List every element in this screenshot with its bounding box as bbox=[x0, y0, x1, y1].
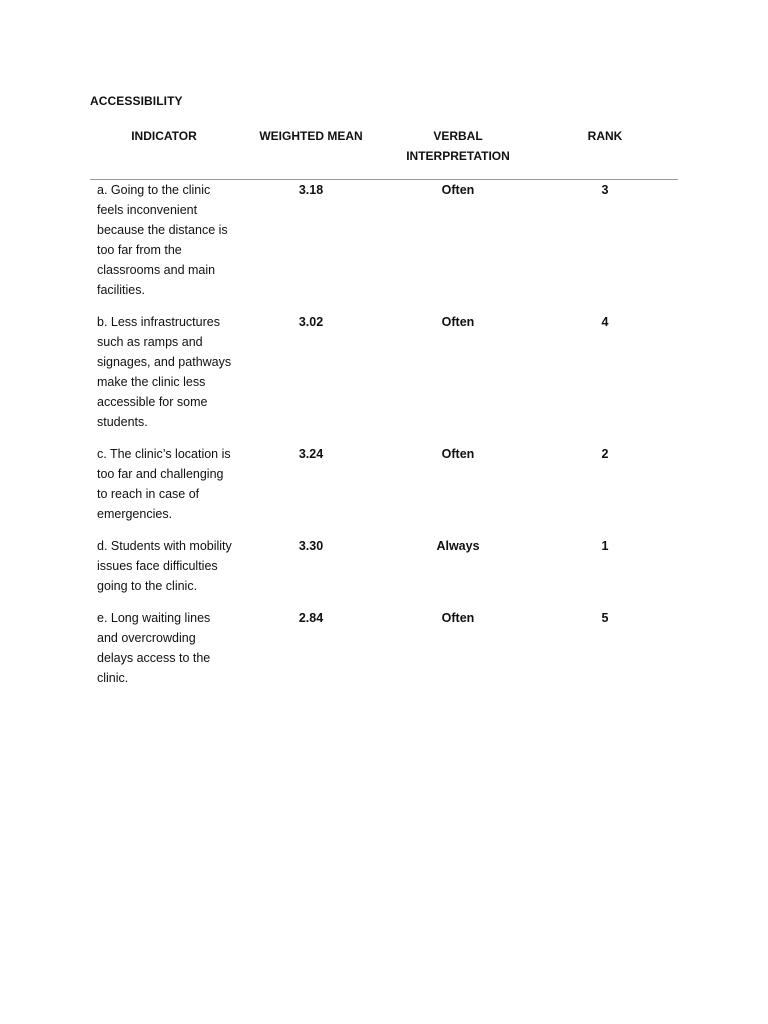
header-verbal-line2: INTERPRETATION bbox=[406, 149, 510, 163]
verbal-interpretation-cell: Often bbox=[441, 315, 475, 329]
verbal-interpretation-cell: Often bbox=[441, 611, 475, 625]
verbal-interpretation-cell: Often bbox=[441, 183, 475, 197]
verbal-interpretation-cell: Always bbox=[436, 539, 480, 553]
table-row bbox=[90, 536, 678, 608]
accessibility-table bbox=[90, 124, 678, 700]
weighted-mean-cell: 3.02 bbox=[298, 315, 324, 329]
rank-cell: 2 bbox=[601, 447, 609, 461]
weighted-mean-cell: 2.84 bbox=[298, 611, 324, 625]
header-weighted-mean: WEIGHTED MEAN bbox=[238, 124, 384, 180]
weighted-mean-cell: 3.30 bbox=[298, 539, 324, 553]
rank-cell: 5 bbox=[601, 611, 609, 625]
verbal-interpretation-cell: Often bbox=[441, 447, 475, 461]
table-row bbox=[90, 608, 678, 700]
rank-cell: 1 bbox=[601, 539, 609, 553]
header-verbal-interpretation bbox=[384, 124, 532, 180]
section-title: ACCESSIBILITY bbox=[90, 94, 183, 108]
indicator-cell: d. Students with mobility issues face difficulties going to the clinic. bbox=[97, 539, 232, 593]
rank-cell: 3 bbox=[601, 183, 609, 197]
table-row bbox=[90, 444, 678, 536]
header-rank: RANK bbox=[532, 124, 678, 180]
indicator-cell: e. Long waiting lines and overcrowding delays access to the clinic. bbox=[97, 611, 211, 685]
indicator-cell: b. Less infrastructures such as ramps and signages, and pathways make the clinic less accessible for some students. bbox=[97, 315, 232, 429]
table-row bbox=[90, 180, 678, 313]
weighted-mean-cell: 3.18 bbox=[298, 183, 324, 197]
table-row bbox=[90, 312, 678, 444]
rank-cell: 4 bbox=[601, 315, 609, 329]
header-verbal-line1: VERBAL bbox=[433, 129, 483, 143]
weighted-mean-cell: 3.24 bbox=[298, 447, 324, 461]
indicator-cell: a. Going to the clinic feels inconvenient because the distance is too far from the classrooms and main facilities. bbox=[97, 183, 228, 297]
indicator-cell: c. The clinic’s location is too far and challenging to reach in case of emergencies. bbox=[97, 447, 231, 521]
header-indicator: INDICATOR bbox=[90, 124, 238, 180]
table-header-row bbox=[90, 124, 678, 180]
